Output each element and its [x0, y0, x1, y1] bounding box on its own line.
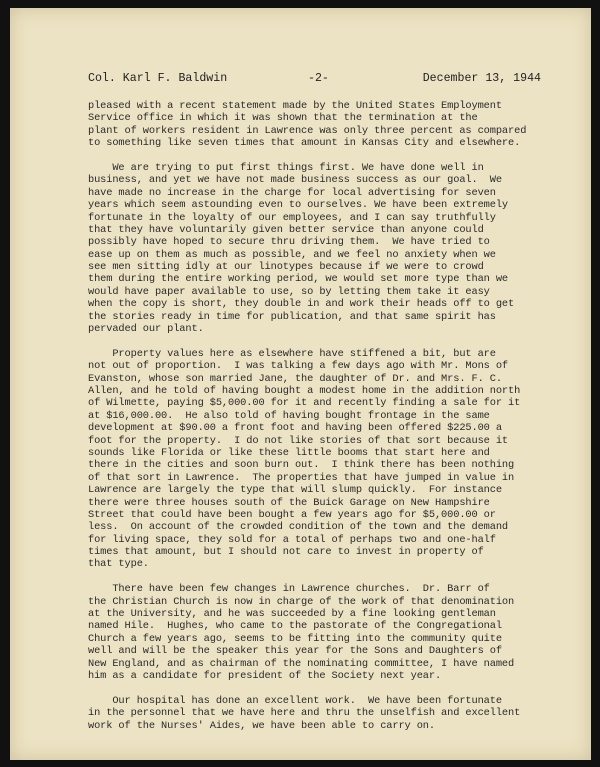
text-line: named Hile. Hughes, who came to the pastorate of the Congregational	[88, 620, 502, 633]
text-line: foot for the property. I do not like stories of that sort because it	[88, 434, 509, 447]
text-line: Street that could have been bought a few years ago for $5,000.00 or	[88, 508, 496, 521]
text-line: would have paper available to use, so by letting them take it easy	[88, 285, 490, 298]
text-line: Church a few years ago, seems to be fitting into the community quite	[88, 632, 502, 645]
letter-page	[10, 8, 591, 760]
text-line: have made no increase in the charge for local advertising for seven	[88, 186, 496, 199]
text-line: when the copy is short, they double in and work their heads off to get	[88, 298, 515, 311]
paragraph	[88, 348, 574, 571]
text-line: at $16,000.00. He also told of having bought frontage in the same	[88, 409, 490, 422]
text-line: the Christian Church is now in charge of the work of that denomination	[88, 595, 515, 608]
text-line: Allen, and he told of having bought a modest home in the addition north	[88, 384, 521, 397]
text-line: Property values here as elsewhere have stiffened a bit, but are	[88, 347, 496, 360]
paragraph	[88, 100, 574, 150]
text-line: fortunate in the loyalty of our employees, and I can say truthfully	[88, 211, 496, 224]
text-line: New England, and as chairman of the nominating committee, I have named	[88, 657, 515, 670]
text-line: Service office in which it was shown that the termination at the	[88, 112, 478, 125]
text-line: for living space, they sold for a total of perhaps two and one-half	[88, 533, 496, 546]
text-line: to something like seven times that amount in Kansas City and elsewhere.	[88, 137, 521, 150]
text-line: of that sort in Lawrence. The properties that have jumped in value in	[88, 471, 515, 484]
text-line: possibly have hoped to secure thru driving them. We have tried to	[88, 236, 490, 249]
text-line: the stories ready in time for publication, and that same spirit has	[88, 310, 496, 323]
text-line: them during the entire working period, we would set more type than we	[88, 273, 509, 286]
letter-date: December 13, 1944	[422, 72, 541, 85]
paragraph	[88, 695, 574, 732]
text-line: less. On account of the crowded condition of the town and the demand	[88, 521, 509, 534]
text-line: plant of workers resident in Lawrence was only three percent as compared	[88, 124, 527, 137]
text-line: times that amount, but I should not care to invest in property of	[88, 546, 484, 559]
text-line: Lawrence are largely the type that will slump quickly. For instance	[88, 484, 502, 497]
text-line: years which seem astounding even to ourselves. We have been extremely	[88, 199, 509, 212]
text-line: Evanston, whose son married Jane, the daughter of Dr. and Mrs. F. C.	[88, 372, 502, 385]
text-line: that they have voluntarily given better service than anyone could	[88, 223, 484, 236]
text-line: pleased with a recent statement made by the United States Employment	[88, 100, 502, 112]
text-line: that type.	[88, 558, 149, 571]
text-line: work of the Nurses' Aides, we have been able to carry on.	[88, 719, 435, 732]
text-line: pervaded our plant.	[88, 323, 204, 336]
text-line: ease up on them as much as possible, and we feel no anxiety when we	[88, 248, 496, 261]
text-line: there in the cities and soon burn out. I think there has been nothing	[88, 459, 515, 472]
text-line: sounds like Florida or like these little booms that start here and	[88, 446, 490, 459]
text-line: of Wilmette, paying $5,000.00 for it and recently finding a sale for it	[88, 397, 521, 410]
text-line: him as a candidate for president of the Society next year.	[88, 669, 442, 682]
text-line: development at $90.00 a front foot and having been offered $225.00 a	[88, 422, 502, 435]
paragraph	[88, 583, 574, 682]
letter-body	[88, 100, 574, 744]
text-line: Our hospital has done an excellent work. We have been fortunate	[88, 694, 502, 707]
page-number: -2-	[308, 72, 329, 85]
text-line: there were three houses south of the Buick Garage on New Hampshire	[88, 496, 490, 509]
text-line: We are trying to put first things first. We have done well in	[88, 161, 484, 174]
text-line: well and will be the speaker this year for the Sons and Daughters of	[88, 645, 502, 658]
text-line: at the University, and he was succeeded by a fine looking gentleman	[88, 608, 496, 621]
addressee: Col. Karl F. Baldwin	[88, 72, 228, 85]
letter-header	[88, 71, 541, 87]
paragraph	[88, 162, 574, 335]
text-line: see men sitting idly at our linotypes because if we were to crowd	[88, 261, 484, 274]
text-line: in the personnel that we have here and thru the unselfish and excellent	[88, 707, 521, 720]
text-line: business, and yet we have not made business success as our goal. We	[88, 174, 502, 187]
text-line: not out of proportion. I was talking a few days ago with Mr. Mons of	[88, 360, 509, 373]
text-line: There have been few changes in Lawrence churches. Dr. Barr of	[88, 583, 490, 596]
